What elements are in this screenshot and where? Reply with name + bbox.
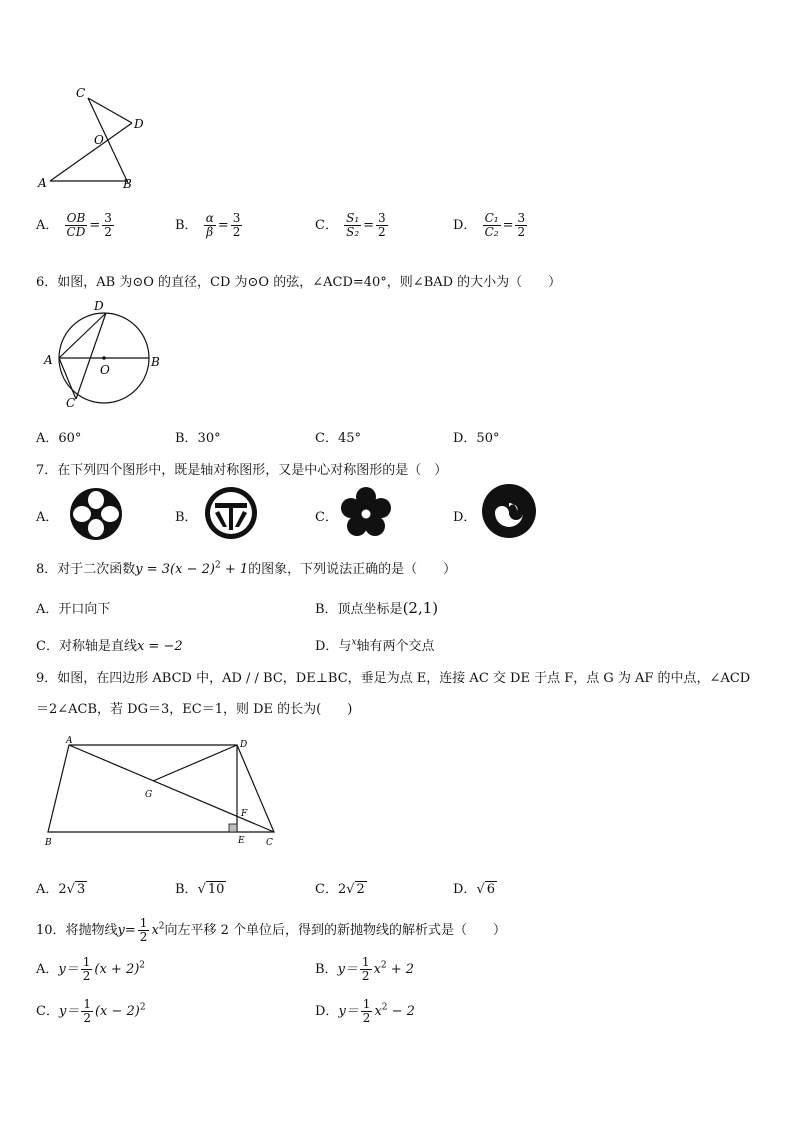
fig6-label-a: A	[44, 353, 53, 367]
q9-text-line1: 9．如图，在四边形 ABCD 中，AD / / BC，DE⊥BC，垂足为点 E，连接 AC 交 DE 于点 F，点 G 为 AF 的中点，∠ACD	[36, 671, 751, 686]
emblem-c-icon	[338, 485, 394, 541]
fig9-label-g: G	[145, 790, 153, 800]
q5-option-a: A． $\frac{OB}{CD}$ = $\frac{3}{2}$	[36, 211, 112, 239]
fig5-label-d: D	[134, 117, 144, 131]
fig6-label-d: D	[94, 299, 104, 313]
q6-option-a: A．60°	[36, 431, 82, 446]
q8-option-d: D．与$^x$轴有两个交点	[315, 637, 435, 654]
q7-option-b-letter: B．	[175, 510, 198, 525]
q5-option-d: D． $\frac{\text{C₁}}{\text{C₂}}$ = $\frac{3}{2}$	[453, 211, 526, 239]
figure-q5-triangles	[30, 82, 160, 197]
q7-text: 7．在下列四个图形中，既是轴对称图形，又是中心对称图形的是（ ）	[36, 463, 448, 478]
q9-option-c: C．2√ 2	[315, 882, 365, 897]
q8-option-b: B．顶点坐标是(2,1)	[315, 599, 439, 617]
q9-option-d: D．√ 6	[453, 882, 496, 897]
q10-option-a: A．y＝ $\frac{1}{2}$ $(x + 2)^2$	[36, 955, 146, 983]
q7-option-a-letter: A．	[36, 510, 59, 525]
q6-text: 6．如图，AB 为⊙O 的直径，CD 为⊙O 的弦，∠ACD=40°，则∠BAD 的大小为（ ）	[36, 275, 562, 290]
q10-text: 10．将抛物线y= $\frac{1}{2}$ $x^2$向左平移 2 个单位后，得到的新抛物线的解析式是（ ）	[36, 916, 507, 944]
fig9-label-b: B	[45, 838, 52, 848]
q10-option-d: D．y＝ $\frac{1}{2}$ $x^2 - 2$	[315, 997, 415, 1025]
fig5-label-c: C	[76, 86, 86, 100]
q10-option-b: B．y＝ $\frac{1}{2}$ $x^2 + 2$	[315, 955, 415, 983]
q9-option-b: B．√ 10	[175, 882, 225, 897]
q10-option-c: C．y＝ $\frac{1}{2}$ $(x - 2)^2$	[36, 997, 146, 1025]
fig9-label-d: D	[240, 740, 248, 750]
emblem-a-icon	[68, 486, 124, 542]
q9-option-a: A．2√ 3	[36, 882, 86, 897]
q8-option-c: C．对称轴是直线x = −2	[36, 639, 183, 654]
emblem-b-icon	[203, 485, 259, 541]
fig9-label-a: A	[66, 736, 73, 746]
fig5-label-a: A	[38, 176, 47, 190]
q8-text: 8．对于二次函数$y = 3(x - 2)^2 + 1$的图象，下列说法正确的是（ ）	[36, 560, 457, 577]
fig5-label-b: B	[123, 177, 132, 191]
fig9-label-f: F	[241, 809, 248, 819]
q8-option-a: A．开口向下	[36, 602, 111, 617]
fig6-label-o: O	[100, 363, 110, 377]
q7-option-d-letter: D．	[453, 510, 477, 525]
figure-q6-circle	[36, 298, 176, 413]
q6-option-b: B．30°	[175, 431, 221, 446]
fig6-label-b: B	[151, 355, 160, 369]
q6-option-c: C．45°	[315, 431, 361, 446]
fig5-label-o: O	[94, 133, 104, 147]
q5-option-c: C． $\frac{\text{S₁}}{\text{S₂}}$ = $\frac{3}{2}$	[315, 211, 386, 239]
q5-option-b: B． $\frac{\alpha}{\beta}$ = $\frac{3}{2}$	[175, 211, 241, 239]
q9-text-line2: ＝2∠ACB，若 DG＝3，EC＝1，则 DE 的长为( )	[36, 702, 353, 717]
emblem-d-icon	[481, 483, 537, 539]
q6-option-d: D．50°	[453, 431, 500, 446]
q7-option-c-letter: C．	[315, 510, 338, 525]
fig9-label-c: C	[266, 838, 273, 848]
figure-q9-trapezoid	[40, 735, 290, 855]
fig6-label-c: C	[66, 396, 76, 410]
fig9-label-e: E	[238, 836, 245, 846]
